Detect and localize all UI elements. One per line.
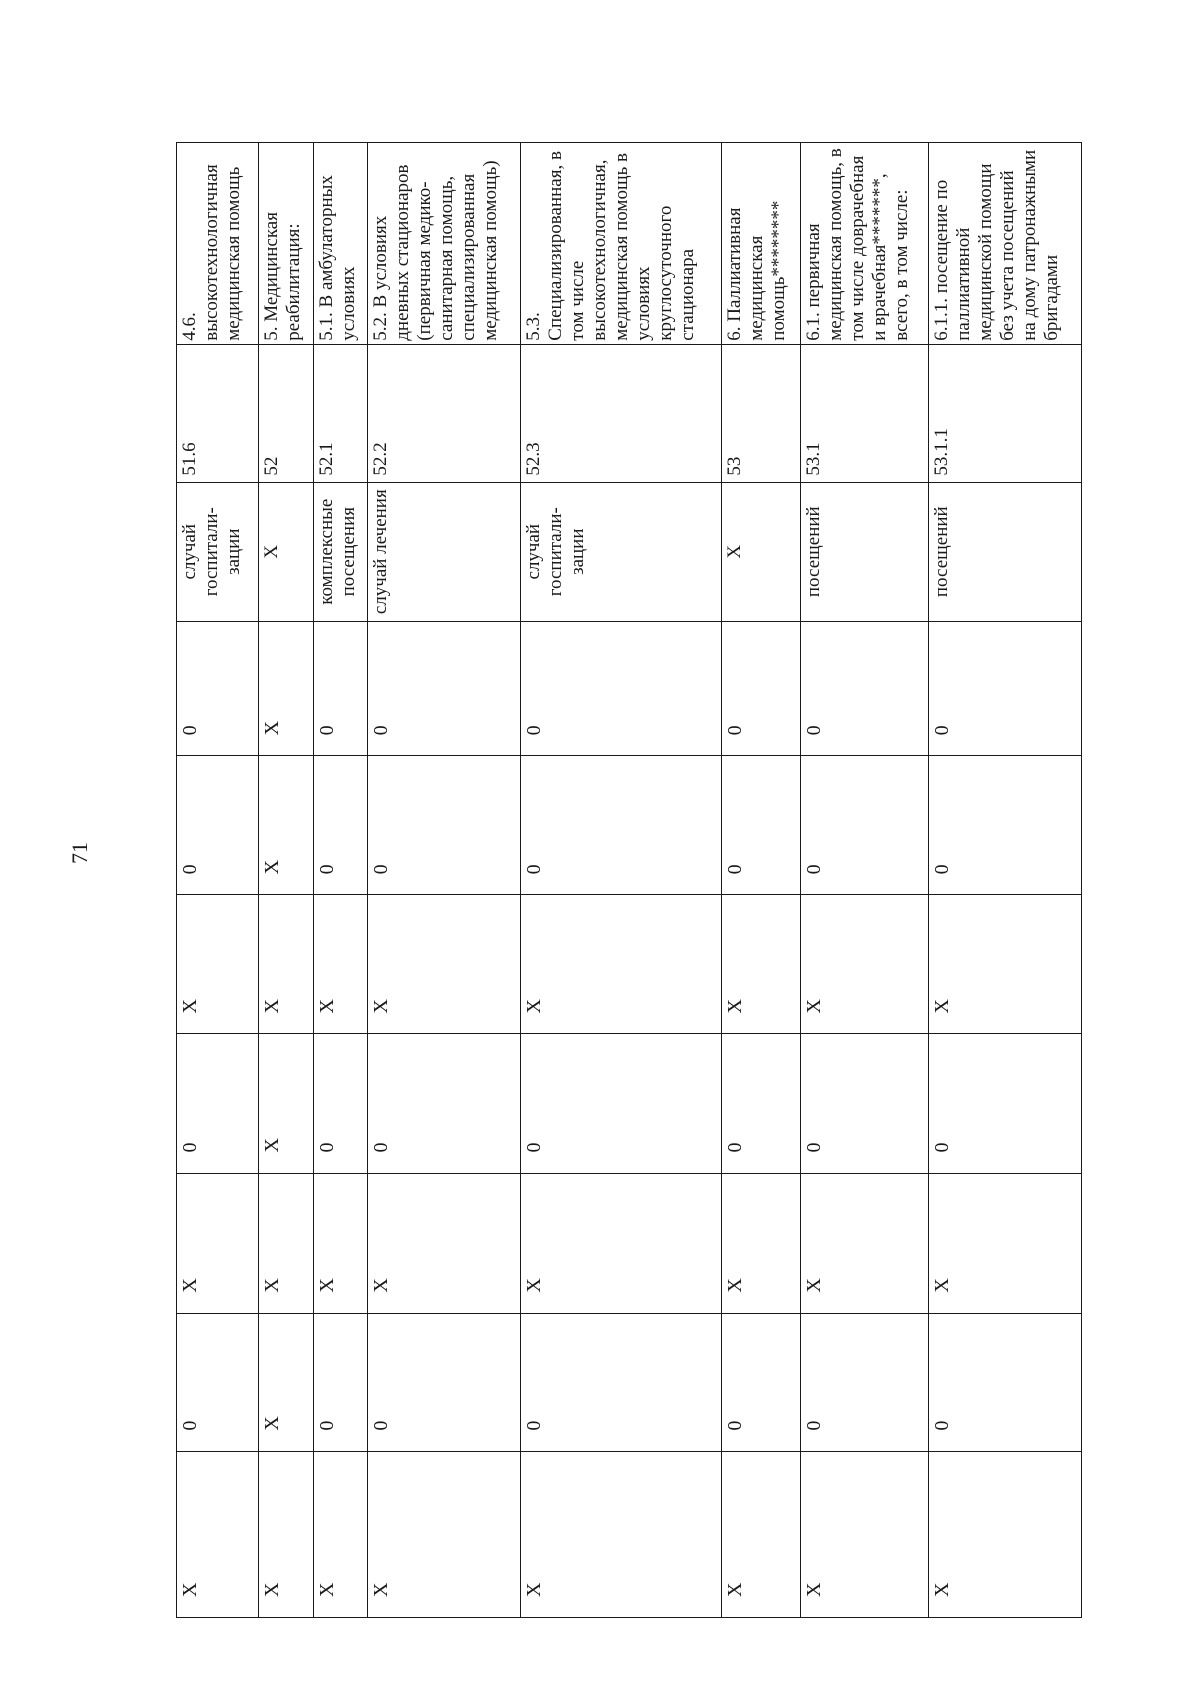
value-cell-3: X (313, 895, 368, 1034)
value-cell-5: X (368, 1173, 521, 1313)
row-name-cell: 6.1. первичная медицинская помощь, в том числе доврачебная и врачебная*******, всего, в том числе: (801, 143, 929, 344)
value-cell-2: 0 (929, 756, 1082, 895)
row-unit-cell: случай госпитали-зации (520, 482, 721, 621)
value-cell-2: 0 (313, 756, 368, 895)
value-cell-6: X (259, 1313, 314, 1451)
row-code-cell: 52 (259, 344, 314, 482)
value-cell-7: X (259, 1451, 314, 1617)
value-cell-5: X (520, 1173, 721, 1313)
value-cell-2: 0 (520, 756, 721, 895)
value-cell-4: 0 (313, 1034, 368, 1173)
row-unit-cell: X (722, 482, 801, 621)
row-name-cell: 5.3. Специализированная, в том числе высокотехнологичная, медицинская помощь в условиях круглосуточного стационара (520, 143, 721, 344)
value-cell-7: X (313, 1451, 368, 1617)
rotated-table-container (176, 105, 1082, 1618)
value-cell-1: 0 (929, 621, 1082, 756)
row-name-cell: 5. Медицинская реабилитация: (259, 143, 314, 344)
value-cell-1: 0 (520, 621, 721, 756)
value-cell-3: X (929, 895, 1082, 1034)
value-cell-1: 0 (722, 621, 801, 756)
value-cell-7: X (722, 1451, 801, 1617)
value-cell-3: X (520, 895, 721, 1034)
table-row (929, 106, 1082, 1618)
value-cell-5: X (722, 1173, 801, 1313)
row-unit-cell: посещений (929, 482, 1082, 621)
row-code-cell: 52.2 (368, 344, 521, 482)
table-row (801, 106, 929, 1618)
value-cell-4: 0 (177, 1034, 259, 1173)
value-cell-4: 0 (368, 1034, 521, 1173)
value-cell-3: X (177, 895, 259, 1034)
value-cell-1: 0 (313, 621, 368, 756)
value-cell-6: 0 (801, 1313, 929, 1451)
value-cell-1: 0 (368, 621, 521, 756)
row-unit-cell: случай госпитали-зации (177, 482, 259, 621)
value-cell-3: X (259, 895, 314, 1034)
value-cell-5: X (313, 1173, 368, 1313)
row-unit-cell: X (259, 482, 314, 621)
value-cell-6: 0 (929, 1313, 1082, 1451)
value-cell-6: 0 (520, 1313, 721, 1451)
value-cell-3: X (722, 895, 801, 1034)
value-cell-7: X (929, 1451, 1082, 1617)
table-row (368, 106, 521, 1618)
value-cell-6: 0 (177, 1313, 259, 1451)
volume-table (176, 105, 1082, 1618)
table-row (259, 106, 314, 1618)
value-cell-1: 0 (801, 621, 929, 756)
value-cell-4: 0 (801, 1034, 929, 1173)
table-row (177, 106, 259, 1618)
value-cell-1: 0 (177, 621, 259, 756)
value-cell-4: 0 (929, 1034, 1082, 1173)
value-cell-7: X (368, 1451, 521, 1617)
value-cell-1: X (259, 621, 314, 756)
value-cell-7: X (177, 1451, 259, 1617)
row-name-cell: 5.1. В амбулаторных условиях (313, 143, 368, 344)
value-cell-4: X (259, 1034, 314, 1173)
table-body (177, 106, 1082, 1618)
value-cell-6: 0 (722, 1313, 801, 1451)
value-cell-2: 0 (368, 756, 521, 895)
page-number: 71 (67, 842, 92, 864)
value-cell-5: X (929, 1173, 1082, 1313)
value-cell-2: X (259, 756, 314, 895)
row-code-cell: 52.3 (520, 344, 721, 482)
row-code-cell: 51.6 (177, 344, 259, 482)
row-code-cell: 53 (722, 344, 801, 482)
table-row (722, 106, 801, 1618)
row-code-cell: 53.1 (801, 344, 929, 482)
row-unit-cell: случай лечения (368, 482, 521, 621)
row-code-cell: 53.1.1 (929, 344, 1082, 482)
row-name-cell: 6. Паллиативная медицинская помощь******** (722, 143, 801, 344)
value-cell-7: X (520, 1451, 721, 1617)
value-cell-3: X (801, 895, 929, 1034)
value-cell-2: 0 (722, 756, 801, 895)
row-name-cell: 5.2. В условиях дневных стационаров (первичная медико-санитарная помощь, специализированная медицинская помощь) (368, 143, 521, 344)
value-cell-2: 0 (177, 756, 259, 895)
table-row (313, 106, 368, 1618)
value-cell-5: X (801, 1173, 929, 1313)
row-unit-cell: посещений (801, 482, 929, 621)
value-cell-5: X (259, 1173, 314, 1313)
value-cell-3: X (368, 895, 521, 1034)
table-row (520, 106, 721, 1618)
value-cell-6: 0 (313, 1313, 368, 1451)
value-cell-5: X (177, 1173, 259, 1313)
value-cell-4: 0 (520, 1034, 721, 1173)
row-code-cell: 52.1 (313, 344, 368, 482)
row-unit-cell: комплексные посещения (313, 482, 368, 621)
value-cell-6: 0 (368, 1313, 521, 1451)
value-cell-4: 0 (722, 1034, 801, 1173)
row-name-cell: 4.6. высокотехнологичная медицинская помощь (177, 143, 259, 344)
value-cell-7: X (801, 1451, 929, 1617)
row-name-cell: 6.1.1. посещение по паллиативной медицинской помощи без учета посещений на дому патронажными бригадами (929, 143, 1082, 344)
value-cell-2: 0 (801, 756, 929, 895)
